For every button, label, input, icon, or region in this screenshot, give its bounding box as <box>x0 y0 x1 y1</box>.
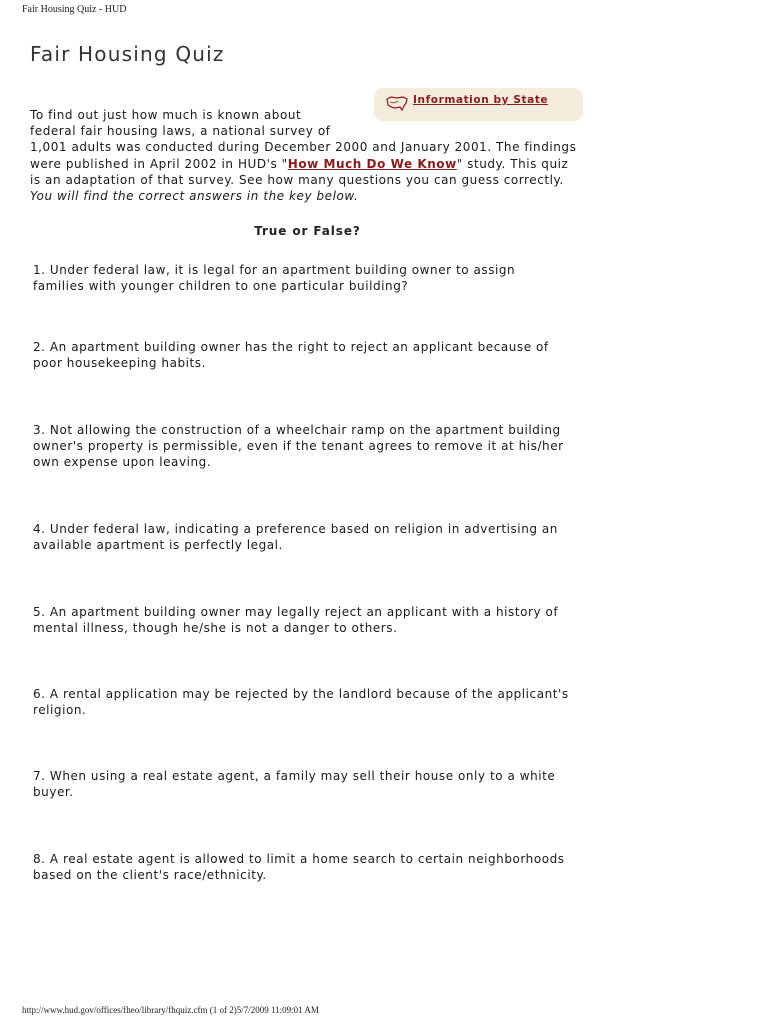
information-by-state-link[interactable]: Information by State <box>413 94 549 106</box>
question-line: available apartment is perfectly legal. <box>33 538 283 552</box>
question-5 <box>33 604 593 636</box>
question-line: 1. Under federal law, it is legal for an apartment building owner to assign <box>33 263 516 277</box>
question-line: 7. When using a real estate agent, a family may sell their house only to a white <box>33 769 556 783</box>
intro-text: " study. This quiz <box>456 156 569 171</box>
question-line: 5. An apartment building owner may legally reject an applicant with a history of <box>33 605 559 619</box>
question-6 <box>33 686 593 718</box>
question-line: 8. A real estate agent is allowed to limit a home search to certain neighborhoods <box>33 852 565 866</box>
question-line: 2. An apartment building owner has the right to reject an applicant because of <box>33 340 549 354</box>
question-8 <box>33 851 593 883</box>
question-7 <box>33 768 593 800</box>
answer-key-note: You will find the correct answers in the key below. <box>30 189 359 204</box>
question-line: buyer. <box>33 785 74 799</box>
question-4 <box>33 521 593 553</box>
question-line: 4. Under federal law, indicating a preference based on religion in advertising an <box>33 522 558 536</box>
true-or-false-heading: True or False? <box>254 224 361 238</box>
intro-line: 1,001 adults was conducted during December 2000 and January 2001. The findings <box>30 140 577 155</box>
question-3 <box>33 422 593 470</box>
intro-line: federal fair housing laws, a national survey of <box>30 124 331 139</box>
question-line: poor housekeeping habits. <box>33 356 206 370</box>
question-line: families with younger children to one particular building? <box>33 279 409 293</box>
print-footer: http://www.hud.gov/offices/fheo/library/fhquiz.cfm (1 of 2)5/7/2009 11:09:01 AM <box>22 1005 319 1015</box>
question-line: religion. <box>33 703 87 717</box>
question-2 <box>33 339 593 371</box>
intro-line: To find out just how much is known about <box>30 108 302 122</box>
intro-paragraph <box>30 107 590 204</box>
intro-text: were published in April 2002 in HUD's " <box>30 156 288 171</box>
question-1 <box>33 262 593 294</box>
how-much-do-we-know-link[interactable]: How Much Do We Know <box>287 156 457 171</box>
page-title: Fair Housing Quiz <box>30 42 225 66</box>
question-line: based on the client's race/ethnicity. <box>33 868 267 882</box>
question-line: 6. A rental application may be rejected by the landlord because of the applicant's <box>33 687 569 701</box>
question-line: owner's property is permissible, even if the tenant agrees to remove it at his/her <box>33 439 564 453</box>
question-line: own expense upon leaving. <box>33 455 212 469</box>
print-header: Fair Housing Quiz - HUD <box>22 4 127 15</box>
question-line: 3. Not allowing the construction of a wheelchair ramp on the apartment building <box>33 423 561 437</box>
intro-line: is an adaptation of that survey. See how many questions you can guess correctly. <box>30 172 564 187</box>
intro-line-with-link <box>30 156 590 172</box>
question-line: mental illness, though he/she is not a danger to others. <box>33 621 398 635</box>
